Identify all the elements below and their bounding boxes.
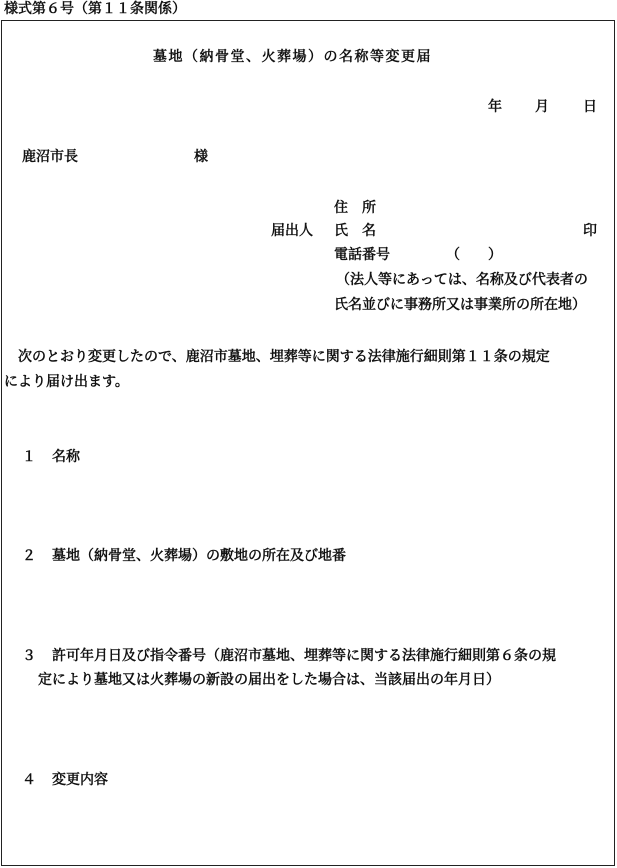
applicant-label: 届出人 [271, 223, 313, 239]
item-2-number: ２ [22, 548, 36, 564]
addressee-honorific: 様 [194, 149, 208, 165]
body-text-line2: により届け出ます。 [4, 374, 129, 390]
applicant-note-line2: 氏名並びに事務所又は事業所の所在地） [334, 297, 586, 313]
applicant-phone-parens: （ ） [446, 247, 502, 263]
applicant-phone-label: 電話番号 [334, 247, 390, 263]
form-label: 様式第６号（第１１条関係） [4, 1, 186, 17]
form-frame [1, 20, 615, 866]
date-day: 日 [583, 99, 597, 115]
item-1-label: 名称 [52, 449, 80, 465]
item-3-number: ３ [22, 648, 36, 664]
item-3-label: 許可年月日及び指令番号（鹿沼市墓地、埋葬等に関する法律施行細則第６条の規 [52, 648, 556, 664]
item-1-number: １ [22, 449, 36, 465]
item-4-number: ４ [22, 772, 36, 788]
form-title: 墓地（納骨堂、火葬場）の名称等変更届 [153, 49, 432, 65]
item-2-label: 墓地（納骨堂、火葬場）の敷地の所在及び地番 [52, 548, 346, 564]
applicant-name-label: 氏 名 [334, 223, 376, 239]
applicant-note-line1: （法人等にあっては、名称及び代表者の [336, 272, 588, 288]
item-4-label: 変更内容 [52, 772, 108, 788]
body-text-line1: 次のとおり変更したので、鹿沼市墓地、埋葬等に関する法律施行細則第１１条の規定 [4, 349, 550, 365]
date-month: 月 [535, 99, 549, 115]
item-3-label-continued: 定により墓地又は火葬場の新設の届出をした場合は、当該届出の年月日） [38, 672, 500, 688]
addressee-mayor: 鹿沼市長 [22, 149, 78, 165]
seal-mark: 印 [583, 223, 597, 239]
applicant-address-label: 住 所 [334, 200, 376, 216]
date-year: 年 [488, 99, 502, 115]
